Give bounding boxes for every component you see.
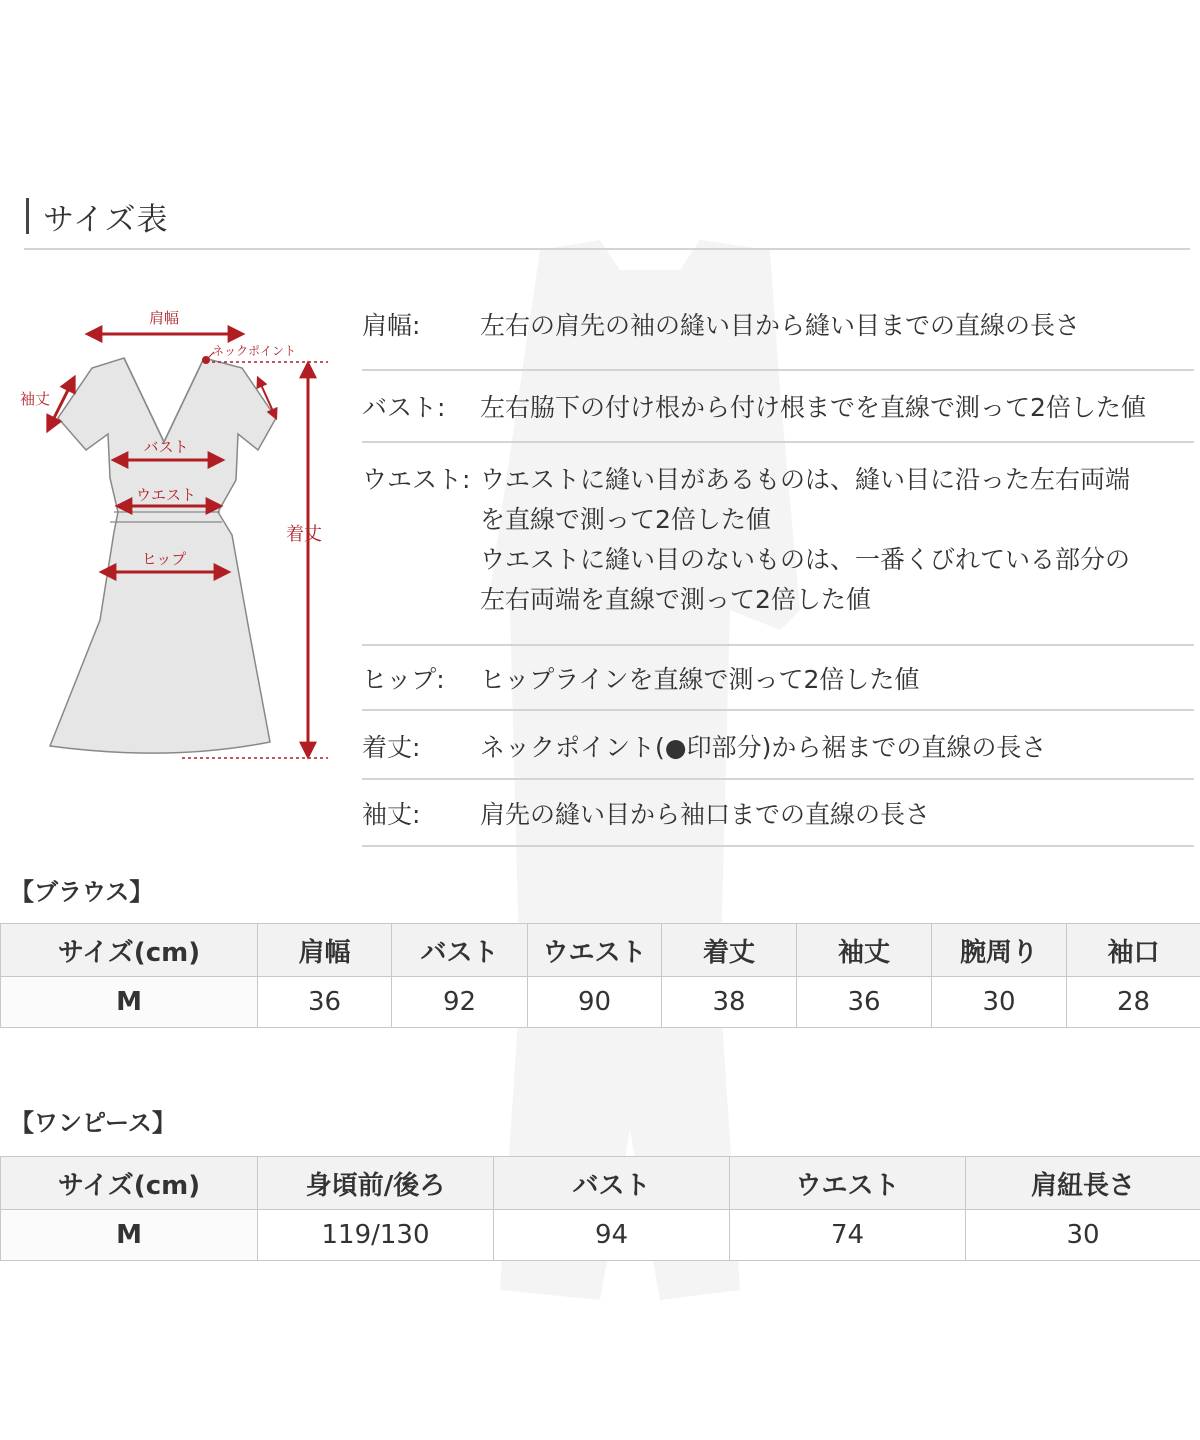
definition-row-hip (362, 646, 1194, 711)
table-header-cell: 袖口 (1067, 924, 1200, 977)
blouse-header-row (1, 924, 1200, 977)
diagram-label-bust: バスト (143, 438, 189, 456)
table-row (1, 1210, 1200, 1261)
onepiece-section-label: 【ワンピース】 (10, 1109, 176, 1137)
definition-term: 着丈: (362, 733, 421, 762)
table-header-cell: 身頃前/後ろ (258, 1157, 494, 1210)
definition-row-sleeve (362, 780, 1194, 847)
definition-line: 左右脇下の付け根から付け根までを直線で測って2倍した値 (480, 393, 1146, 422)
definition-line: ウエストに縫い目のないものは、一番くびれている部分の (480, 545, 1131, 574)
definition-line: 肩先の縫い目から袖口までの直線の長さ (480, 800, 931, 829)
definition-term: 袖丈: (362, 800, 421, 829)
diagram-label-shoulder: 肩幅 (148, 309, 180, 327)
onepiece-size-table (0, 1156, 1200, 1261)
definition-text (480, 388, 1194, 441)
table-cell: 28 (1067, 977, 1200, 1028)
definition-line: ウエストに縫い目があるものは、縫い目に沿った左右両端 (480, 465, 1131, 494)
table-cell: 119/130 (258, 1210, 494, 1261)
table-cell: 94 (494, 1210, 730, 1261)
definition-text (480, 728, 1194, 778)
table-row (1, 977, 1200, 1028)
definition-term: バスト: (362, 393, 446, 422)
table-header-cell: バスト (494, 1157, 730, 1210)
blouse-section-label: 【ブラウス】 (10, 878, 154, 906)
table-cell: 30 (966, 1210, 1200, 1261)
table-header-cell: サイズ(cm) (1, 1157, 258, 1210)
table-header-cell: 肩幅 (258, 924, 392, 977)
diagram-label-hip: ヒップ (141, 550, 187, 568)
table-cell: 92 (392, 977, 528, 1028)
title-divider (24, 248, 1190, 250)
definition-line: ヒップラインを直線で測って2倍した値 (480, 665, 920, 694)
table-cell: 36 (797, 977, 932, 1028)
definition-term: ヒップ: (362, 665, 445, 694)
section-title (26, 196, 169, 236)
title-bar (26, 198, 29, 234)
definition-row-shoulder (362, 292, 1194, 371)
definition-text (480, 306, 1194, 369)
table-row-size: M (1, 1210, 258, 1261)
table-cell: 36 (258, 977, 392, 1028)
definition-row-waist (362, 443, 1194, 646)
definition-line: ネックポイント(●印部分)から裾までの直線の長さ (480, 733, 1047, 762)
definition-text (480, 660, 1194, 709)
definition-term: ウエスト: (362, 465, 471, 494)
table-header-cell: ウエスト (730, 1157, 966, 1210)
table-header-cell: 腕周り (932, 924, 1067, 977)
table-header-cell: 袖丈 (797, 924, 932, 977)
section-title-text: サイズ表 (43, 201, 169, 238)
diagram-label-sleeve: 袖丈 (20, 390, 51, 408)
table-cell: 30 (932, 977, 1067, 1028)
table-header-cell: 肩紐長さ (966, 1157, 1200, 1210)
measurement-definitions (362, 292, 1194, 847)
table-cell: 90 (528, 977, 662, 1028)
table-header-cell: ウエスト (528, 924, 662, 977)
diagram-label-waist: ウエスト (135, 486, 197, 504)
table-header-cell: サイズ(cm) (1, 924, 258, 977)
table-cell: 74 (730, 1210, 966, 1261)
definition-row-length (362, 711, 1194, 780)
definition-text (480, 795, 1194, 845)
diagram-label-neck-point: ネックポイント (212, 344, 297, 358)
table-cell: 38 (662, 977, 797, 1028)
diagram-label-length: 着丈 (286, 524, 322, 545)
onepiece-header-row (1, 1157, 1200, 1210)
definition-row-bust (362, 371, 1194, 443)
definition-line: 左右の肩先の袖の縫い目から縫い目までの直線の長さ (480, 311, 1081, 340)
table-header-cell: 着丈 (662, 924, 797, 977)
garment-measurement-diagram (14, 300, 344, 775)
definition-line: を直線で測って2倍した値 (480, 505, 771, 534)
blouse-size-table (0, 923, 1200, 1028)
definition-line: 左右両端を直線で測って2倍した値 (480, 585, 871, 614)
definition-term: 肩幅: (362, 311, 421, 340)
table-header-cell: バスト (392, 924, 528, 977)
definition-text (480, 460, 1194, 644)
table-row-size: M (1, 977, 258, 1028)
